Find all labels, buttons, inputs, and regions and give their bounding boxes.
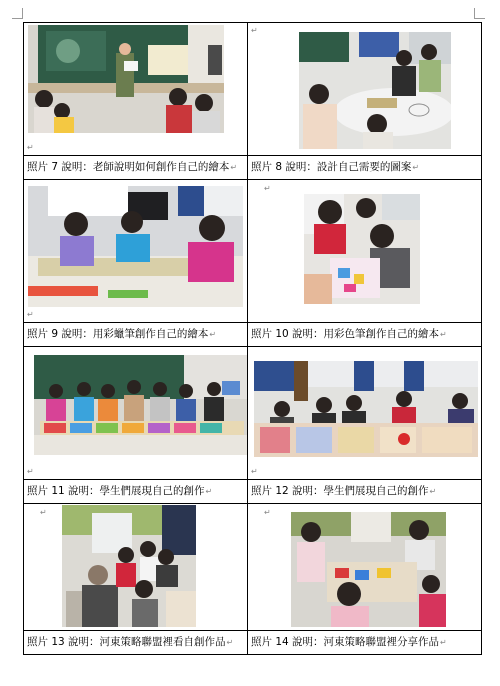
caption-10-text: 照片 10 說明：用彩色筆創作自己的繪本: [251, 328, 440, 340]
caption-7: [24, 156, 248, 180]
paragraph-mark-icon: ↵: [264, 508, 271, 517]
caption-9: [24, 323, 248, 347]
paragraph-mark-icon: ↵: [205, 487, 213, 496]
paragraph-mark-icon: ↵: [40, 508, 47, 517]
caption-row-2: [24, 323, 482, 347]
caption-10: [248, 323, 482, 347]
caption-9-text: 照片 9 說明：用彩蠟筆創作自己的繪本: [27, 328, 209, 340]
caption-row-4: [24, 631, 482, 655]
paragraph-mark-icon: ↵: [429, 487, 437, 496]
photo-cell-12: [248, 347, 482, 480]
caption-14: [248, 631, 482, 655]
paragraph-mark-icon: ↵: [27, 143, 34, 152]
caption-11-text: 照片 11 說明：學生們展現自己的創作: [27, 485, 205, 497]
caption-row-1: [24, 156, 482, 180]
caption-8: [248, 156, 482, 180]
photo-11-students-showing-work: [34, 355, 248, 455]
paragraph-mark-icon: ↵: [440, 638, 447, 647]
crop-mark-icon: [474, 8, 485, 19]
paragraph-mark-icon: ↵: [412, 163, 420, 172]
photo-14-sharing-works: [291, 512, 446, 627]
caption-11: [24, 480, 248, 504]
photo-9-crayon-drawing: [28, 186, 243, 307]
photo-row-1: [24, 23, 482, 156]
caption-row-3: [24, 480, 482, 504]
photo-cell-11: [24, 347, 248, 480]
paragraph-mark-icon: ↵: [440, 330, 447, 339]
caption-8-text: 照片 8 說明：設計自己需要的圖案: [251, 161, 412, 173]
paragraph-mark-icon: ↵: [230, 163, 238, 172]
paragraph-mark-icon: ↵: [226, 638, 234, 647]
caption-13-text: 照片 13 說明：河東策略聯盟裡看自創作品: [27, 636, 226, 648]
paragraph-mark-icon: ↵: [264, 184, 271, 193]
paragraph-mark-icon: ↵: [27, 310, 34, 319]
photo-cell-13: [24, 504, 248, 631]
paragraph-mark-icon: ↵: [251, 467, 258, 476]
photo-10-marker-drawing: [304, 194, 420, 304]
photo-cell-9: [24, 180, 248, 323]
photo-13-viewing-works: [62, 505, 196, 627]
photo-cell-8: [248, 23, 482, 156]
photo-row-4: [24, 504, 482, 631]
caption-12-text: 照片 12 說明：學生們展現自己的創作: [251, 485, 429, 497]
caption-7-text: 照片 7 說明：老師說明如何創作自己的繪本: [27, 161, 230, 173]
caption-14-text: 照片 14 說明：河東策略聯盟裡分享作品: [251, 636, 440, 648]
paragraph-mark-icon: ↵: [27, 467, 34, 476]
photo-12-students-showing-work: [254, 361, 478, 457]
photo-cell-10: [248, 180, 482, 323]
caption-12: [248, 480, 482, 504]
crop-mark-icon: [12, 8, 23, 19]
photo-7-teacher-explaining: [28, 25, 224, 133]
paragraph-mark-icon: ↵: [209, 330, 217, 339]
photo-8-designing-patterns: [299, 32, 451, 149]
paragraph-mark-icon: ↵: [251, 26, 258, 35]
photo-row-2: [24, 180, 482, 323]
photo-cell-14: [248, 504, 482, 631]
photo-cell-7: [24, 23, 248, 156]
caption-13: [24, 631, 248, 655]
photo-table: [23, 22, 482, 655]
photo-row-3: [24, 347, 482, 480]
